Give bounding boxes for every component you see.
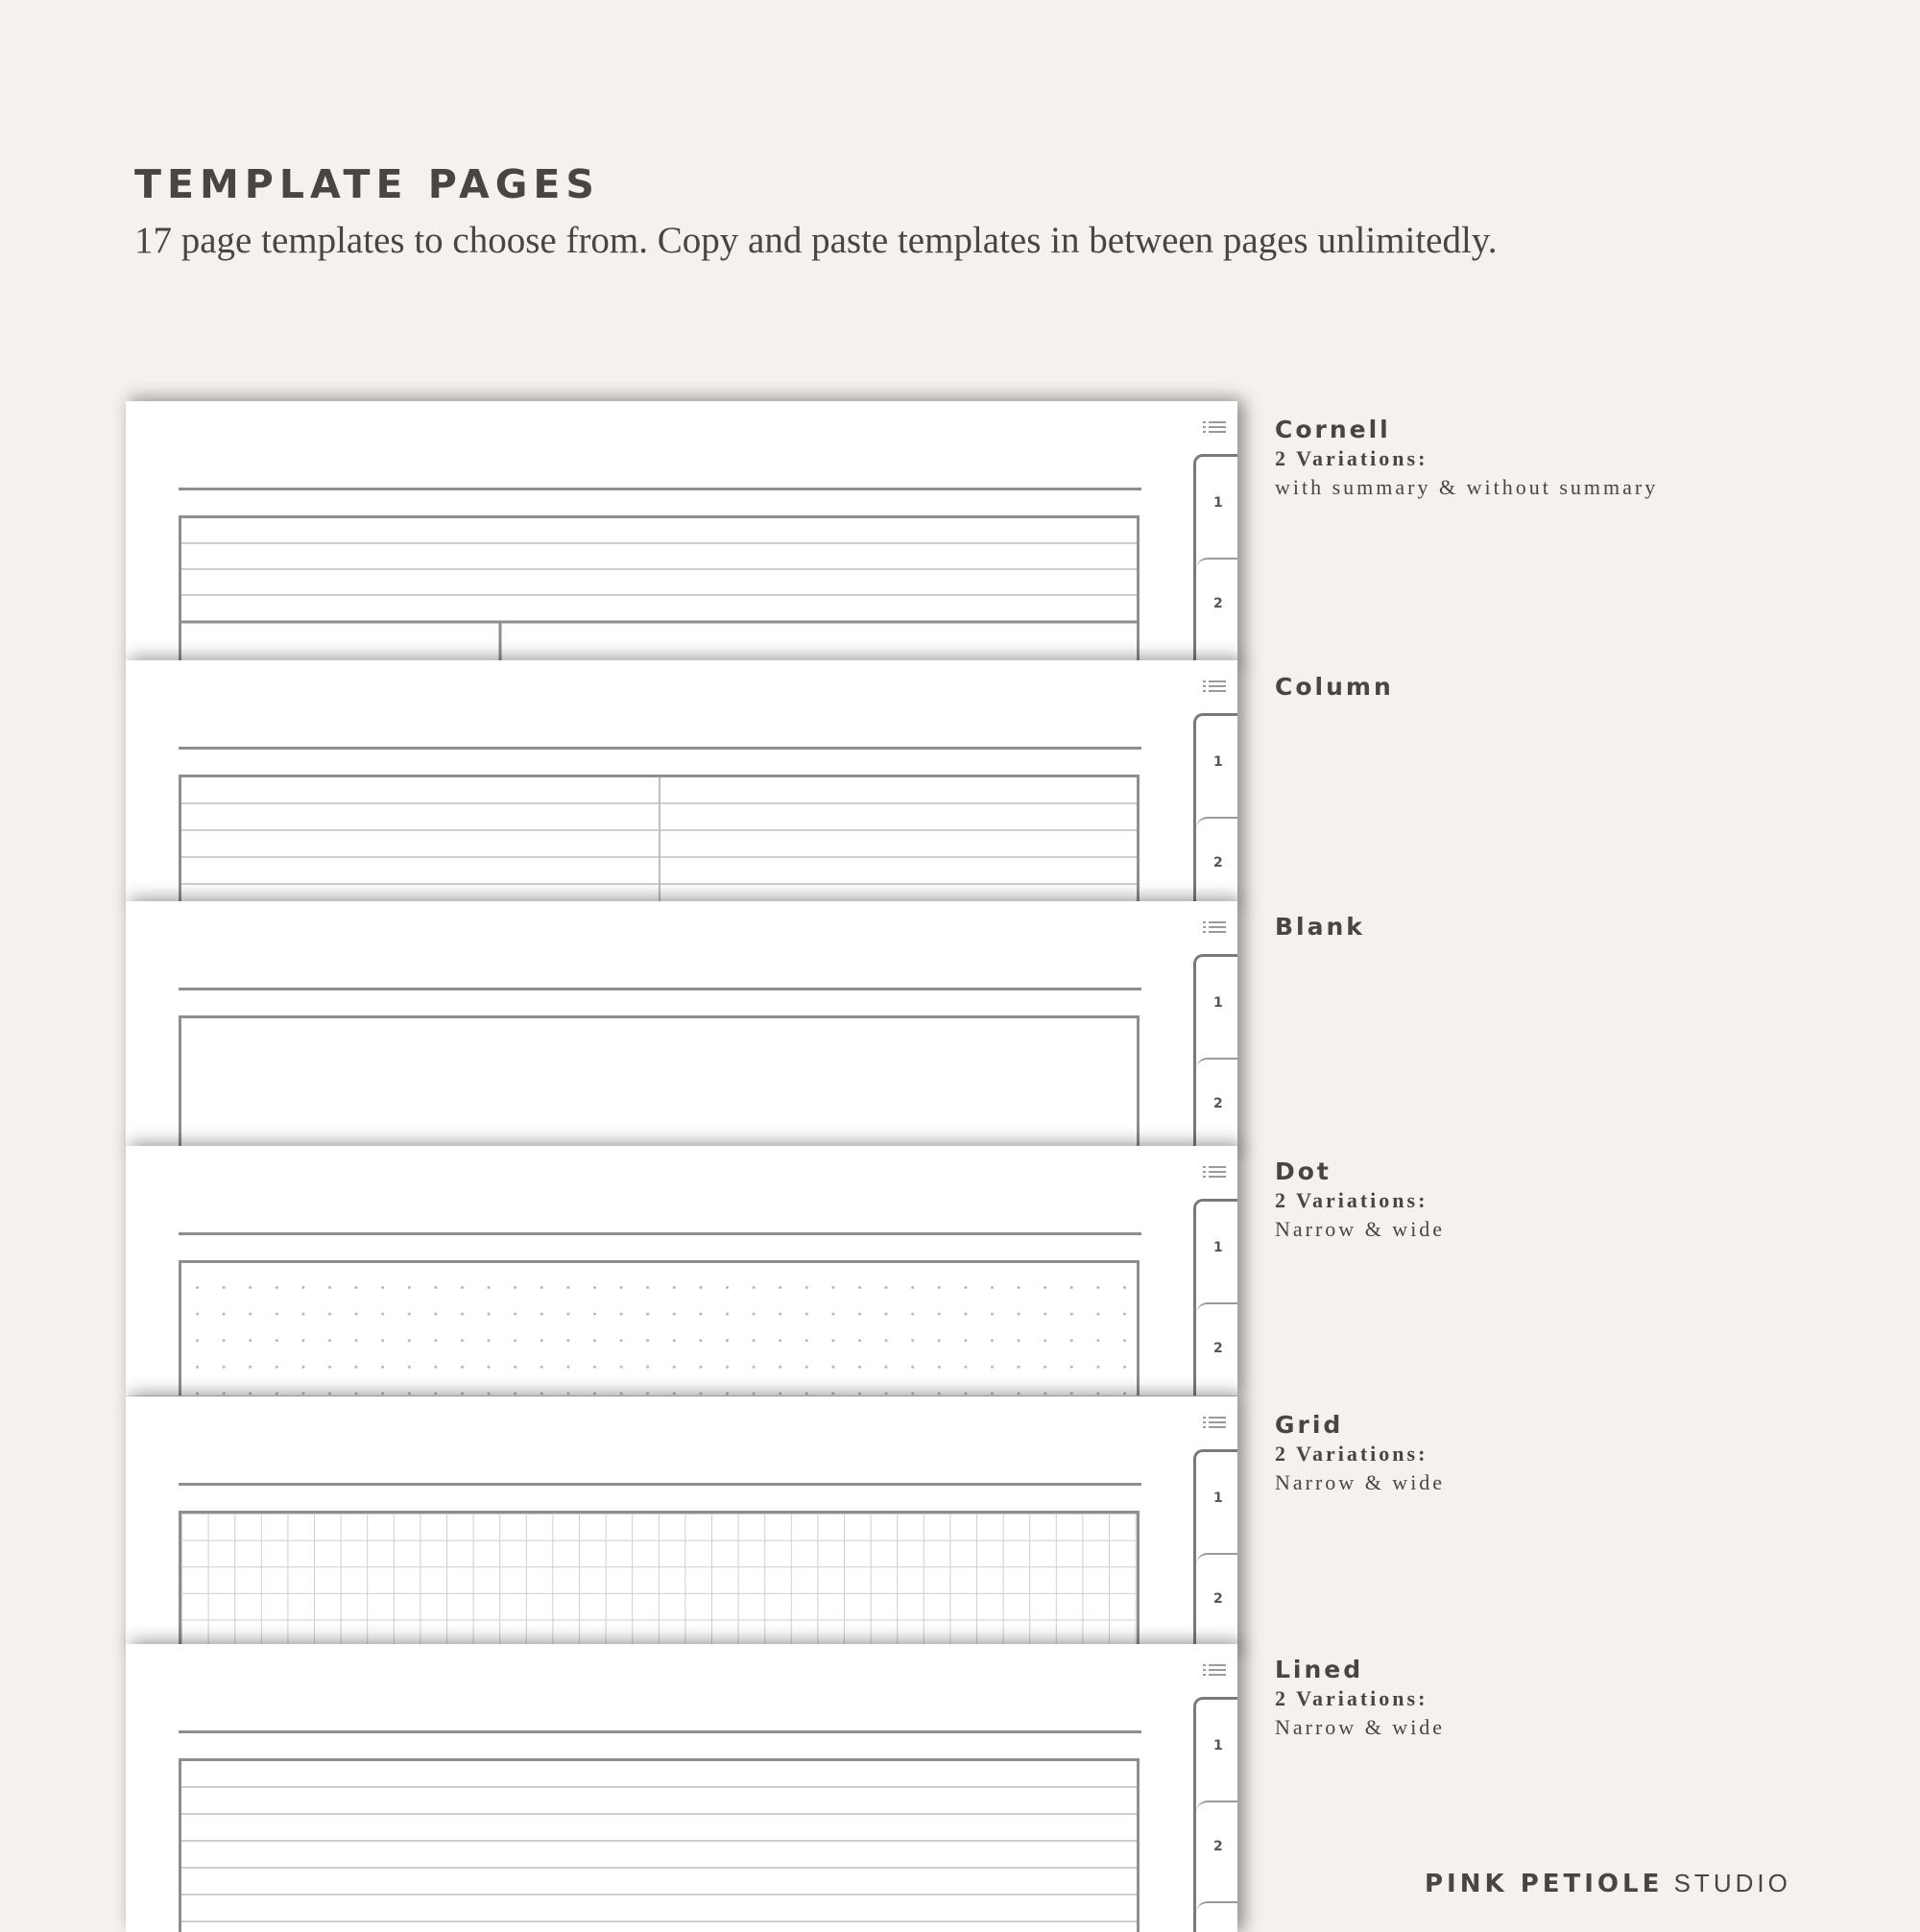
template-variations: 2 Variations:: [1275, 446, 1428, 470]
template-name: Grid: [1275, 1411, 1344, 1439]
lined-frame: [179, 1758, 1140, 1932]
brand-logo: [1425, 1869, 1791, 1898]
template-page-lined: [126, 1644, 1237, 1932]
tab-1[interactable]: 1: [1213, 1240, 1223, 1255]
tab-2[interactable]: 2: [1213, 1096, 1223, 1111]
label-column: [1275, 673, 1394, 702]
tab-2[interactable]: 2: [1213, 855, 1223, 871]
tab-1[interactable]: 1: [1213, 754, 1223, 770]
template-page-dot: [126, 1146, 1237, 1395]
label-blank: [1275, 913, 1365, 942]
page-tab-rail: [1193, 1697, 1237, 1932]
page-title-rule: [179, 1730, 1141, 1733]
list-menu-icon[interactable]: [1203, 920, 1226, 934]
tab-2[interactable]: 2: [1213, 1591, 1223, 1607]
label-lined: [1275, 1656, 1445, 1742]
label-grid: [1275, 1411, 1445, 1497]
page-title-rule: [179, 988, 1141, 990]
brand-name-bold: PINK PETIOLE: [1425, 1870, 1664, 1898]
page-subtitle: 17 page templates to choose from. Copy and paste templates in between pages unlimitedly.: [134, 220, 1498, 261]
tab-2[interactable]: 2: [1213, 1839, 1223, 1854]
blank-frame: [179, 1015, 1140, 1151]
list-menu-icon[interactable]: [1203, 1663, 1226, 1677]
page-title-rule: [179, 1483, 1141, 1486]
column-frame: [179, 775, 1140, 905]
label-dot: [1275, 1157, 1445, 1244]
template-variations: 2 Variations:: [1275, 1686, 1428, 1710]
list-menu-icon[interactable]: [1203, 1165, 1226, 1179]
tab-1[interactable]: 1: [1213, 495, 1223, 511]
tab-1[interactable]: 1: [1213, 995, 1223, 1011]
template-name: Column: [1275, 673, 1394, 701]
template-description: Narrow & wide: [1275, 1715, 1446, 1739]
list-menu-icon[interactable]: [1203, 1416, 1226, 1429]
template-page-grid: [126, 1396, 1237, 1651]
list-menu-icon[interactable]: [1203, 420, 1226, 434]
template-name: Blank: [1275, 913, 1365, 941]
template-description: with summary & without summary: [1275, 475, 1659, 499]
tab-1[interactable]: 1: [1213, 1738, 1223, 1753]
page-tab-rail: [1193, 954, 1237, 1151]
page-tab-rail: [1193, 713, 1237, 905]
tab-2[interactable]: 2: [1213, 1341, 1223, 1356]
tab-2[interactable]: 2: [1213, 596, 1223, 611]
brand-name-light: STUDIO: [1673, 1869, 1791, 1897]
template-variations: 2 Variations:: [1275, 1442, 1428, 1466]
dot-frame: [179, 1260, 1140, 1395]
template-page-column: [126, 660, 1237, 905]
page-title-rule: [179, 488, 1141, 490]
grid-frame: [179, 1511, 1140, 1651]
template-variations: 2 Variations:: [1275, 1188, 1428, 1212]
page-title-rule: [179, 1232, 1141, 1235]
list-menu-icon[interactable]: [1203, 680, 1226, 693]
template-page-blank: [126, 901, 1237, 1151]
template-name: Cornell: [1275, 416, 1391, 443]
label-cornell: [1275, 416, 1658, 502]
template-description: Narrow & wide: [1275, 1470, 1446, 1494]
page-title: TEMPLATE PAGES: [134, 161, 600, 207]
template-name: Dot: [1275, 1157, 1332, 1185]
template-name: Lined: [1275, 1656, 1364, 1683]
tab-1[interactable]: 1: [1213, 1491, 1223, 1506]
page-tab-rail: [1193, 1199, 1237, 1395]
page-tab-rail: [1193, 1449, 1237, 1651]
page-title-rule: [179, 747, 1141, 750]
page-tab-rail: [1193, 454, 1237, 665]
template-description: Narrow & wide: [1275, 1217, 1446, 1241]
template-page-cornell: [126, 401, 1237, 665]
cornell-frame: [179, 515, 1140, 665]
